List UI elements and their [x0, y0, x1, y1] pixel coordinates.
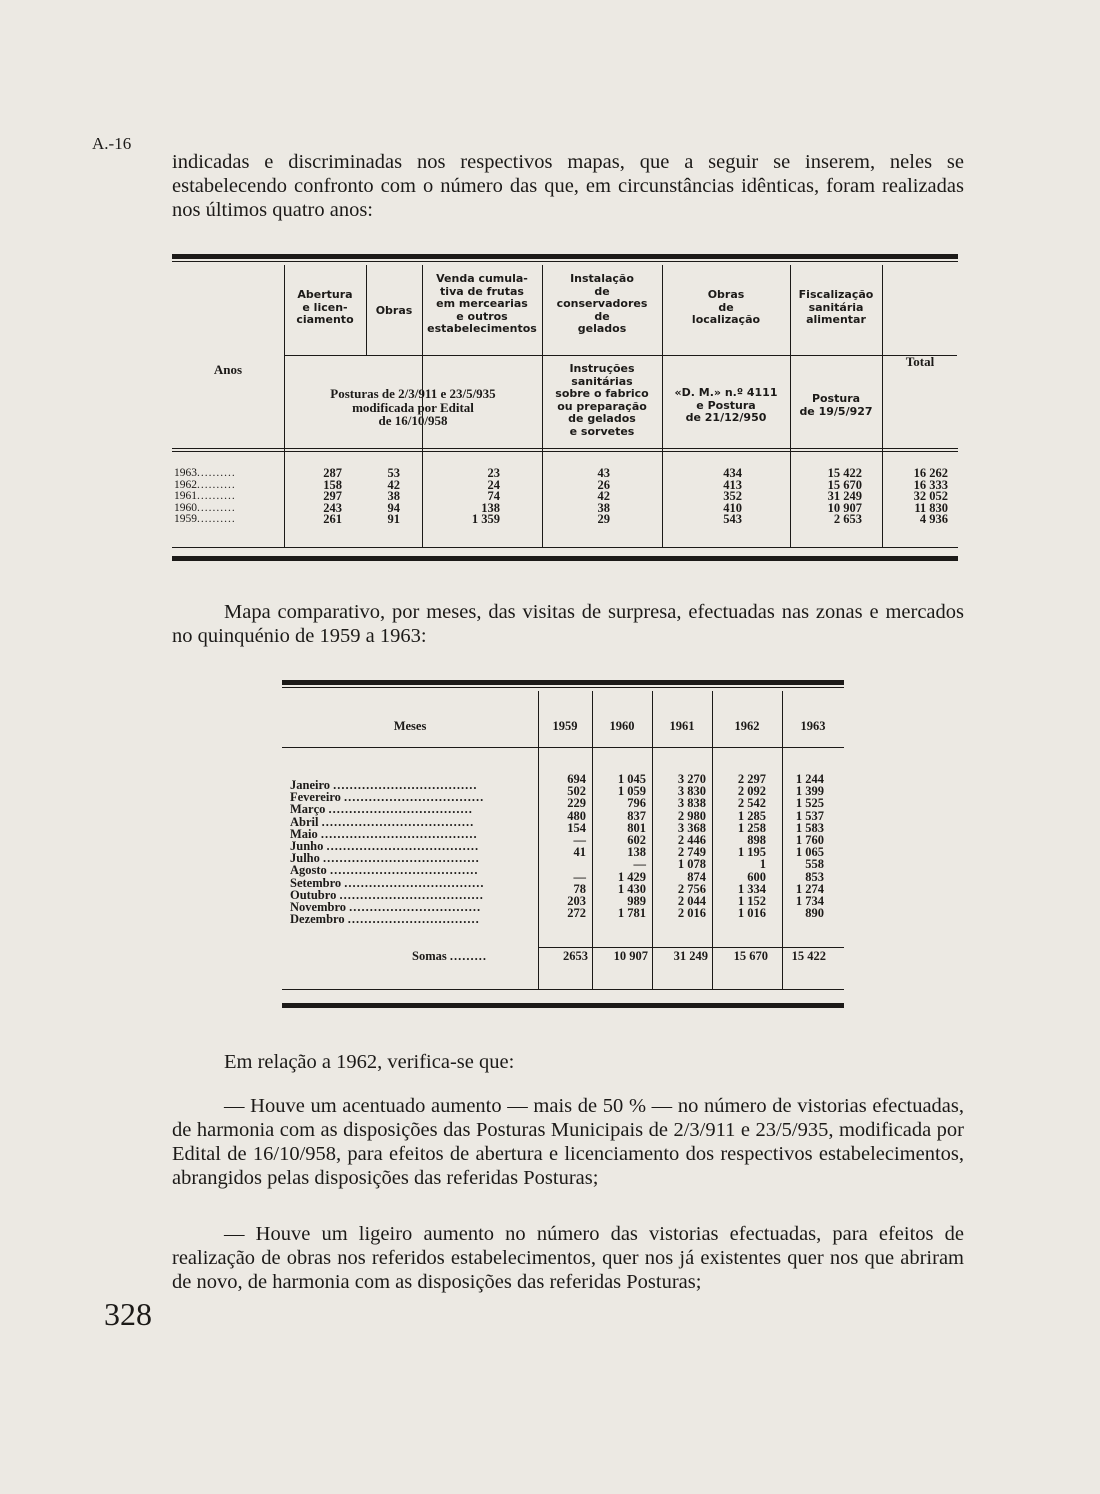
header-1959: 1959: [552, 719, 578, 733]
col-obras: 53 42 38 94 91: [387, 466, 400, 526]
intro-paragraph: indicadas e discriminadas nos respectivos mapas, que a seguir se inserem, neles se estabelecendo confronto com o número das que, em circunstâncias idênticas, foram realizadas nos últimos quatro anos:: [172, 151, 964, 221]
header-posturas: Posturas de 2/3/911 e 23/5/935 modificada por Edital de 16/10/958: [330, 386, 496, 428]
page-reference: A.-16: [92, 134, 132, 153]
month-labels: Janeiro ................................... Fevereiro .................................. Março ................................... Abril ..................................... Maio ...................................... Junho ..................................... Julho ...................................... Agosto .................................... Setembro .................................. Outubro ................................... Novembro ................................ Dezembro ................................: [290, 779, 485, 926]
year-labels: 1963.......... 1962.......... 1961.......... 1960.......... 1959..........: [174, 467, 236, 525]
conclusion-item-2: — Houve um ligeiro aumento no número das vistorias efectuadas, para efeitos de realização de obras nos referidos estabelecimentos, quer nos já existentes quer nos que abriram de novo, de harmonia com as disposições das referidas Posturas;: [172, 1223, 964, 1293]
header-obras: Obras: [375, 304, 413, 317]
header-abertura: Abertura e licen- ciamento: [296, 288, 354, 326]
col-1959: 694 502 229 480 154 — 41 — 78 203 272: [567, 772, 586, 921]
col-1962: 2 297 2 092 2 542 1 285 1 258 898 1 195 1 600 1 334 1 152 1 016: [737, 772, 766, 921]
col-1963: 1 244 1 399 1 525 1 537 1 583 1 760 1 065 558 853 1 274 1 734 890: [795, 772, 824, 921]
col-1960: 1 045 1 059 796 837 801 602 138 — 1 429 1 430 989 1 781: [617, 772, 646, 921]
header-1962: 1962: [734, 719, 760, 733]
inspections-table: [172, 254, 958, 561]
somas-1961: 31 249: [673, 949, 708, 963]
conclusion-intro: Em relação a 1962, verifica-se que:: [224, 1051, 515, 1073]
col-instalacao: 43 26 42 38 29: [597, 466, 610, 526]
col-abertura: 287 158 297 243 261: [323, 466, 342, 526]
conclusion-item-1: — Houve um acentuado aumento — mais de 50 % — no número de vistorias efectuadas, de harmonia com as disposições das Posturas Municipais de 2/3/911 e 23/5/935, modificada por Edital de 16/10/958, para efeitos de abertura e licenciamento dos respectivos estabelecimentos, abrangidos pelas disposições das referidas Posturas;: [172, 1095, 964, 1189]
col-1961: 3 270 3 830 3 838 2 980 3 368 2 446 2 749 1 078 874 2 756 2 044 2 016: [677, 772, 706, 921]
map-title: Mapa comparativo, por meses, das visitas de surpresa, efectuadas nas zonas e mercados no quinquénio de 1959 a 1963:: [172, 601, 964, 647]
header-1960: 1960: [609, 719, 635, 733]
header-anos: Anos: [213, 362, 243, 377]
header-meses: Meses: [393, 719, 427, 733]
somas-1962: 15 670: [733, 949, 768, 963]
somas-1959: 2653: [563, 949, 588, 963]
col-venda: 23 24 74 138 1 359: [471, 466, 500, 526]
somas-label: Somas .........: [412, 949, 487, 963]
header-1961: 1961: [669, 719, 695, 733]
page-number: 328: [104, 1296, 152, 1332]
monthly-visits-table: [282, 680, 844, 1008]
header-dm: «D. M.» n.º 4111 e Postura de 21/12/950: [674, 386, 778, 424]
header-obras-localizacao: Obras de localização: [691, 288, 761, 326]
header-postura: Postura de 19/5/927: [799, 392, 873, 418]
col-localizacao: 434 413 352 410 543: [723, 466, 742, 526]
somas-1963: 15 422: [791, 949, 826, 963]
header-fiscalizacao: Fiscalização sanitária alimentar: [798, 288, 874, 326]
header-instrucoes: Instruções sanitárias sobre o fabrico ou preparação de gelados e sorvetes: [555, 362, 649, 438]
header-total: Total: [905, 354, 935, 369]
header-instalacao: Instalação de conservadores de gelados: [556, 272, 648, 335]
header-venda: Venda cumula- tiva de frutas em mercearias e outros estabelecimentos: [427, 272, 537, 335]
somas-1960: 10 907: [613, 949, 648, 963]
header-1963: 1963: [800, 719, 826, 733]
col-fiscalizacao: 15 422 15 670 31 249 10 907 2 653: [827, 466, 862, 526]
col-total: 16 262 16 333 32 052 11 830 4 936: [913, 466, 948, 526]
